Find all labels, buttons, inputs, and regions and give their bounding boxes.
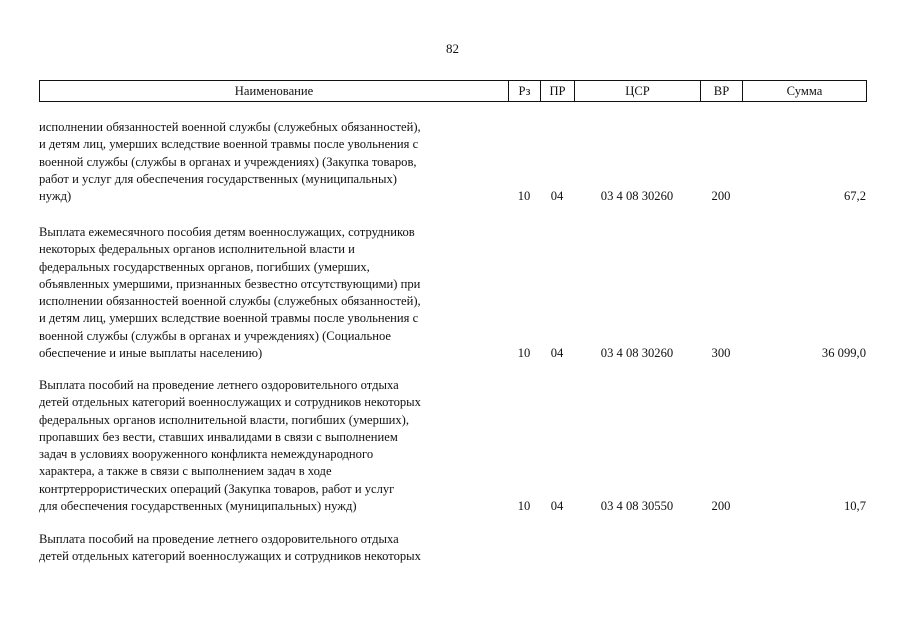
row-pr: 04	[550, 346, 564, 360]
row-pr: 04	[550, 499, 564, 513]
row-sum: 67,2	[843, 189, 866, 203]
row-vr: 300	[711, 346, 731, 360]
row-rz: 10	[517, 189, 531, 203]
table-header	[39, 80, 867, 102]
row-csr: 03 4 08 30550	[600, 499, 674, 513]
row-rz: 10	[517, 346, 531, 360]
header-rz: Рз	[509, 81, 541, 102]
row-sum: 10,7	[843, 499, 866, 513]
page-number: 82	[446, 41, 459, 56]
header-row	[40, 81, 867, 102]
row-name: Выплата пособий на проведение летнего оздоровительного отдыха детей отдельных категорий военнослужащих и сотрудников некоторых федеральных органов исполнительной власти, погибших (умерших), пропавших без вести, ставших инвалидами в связи с выполнением задач в условиях вооруженного конфликта немеждународного характера, а также в связи с выполнением задач в ходе контртеррористических операций (Закупка товаров, работ и услуг для обеспечения государственных (муниципальных) нужд)	[39, 378, 421, 514]
header-csr: ЦСР	[575, 81, 701, 102]
row-name: исполнении обязанностей военной службы (служебных обязанностей), и детям лиц, умерших вследствие военной травмы после увольнения с военной службы (службы в органах и учреждениях) (Закупка товаров, работ и услуг для обеспечения государственных (муниципальных) нужд)	[39, 120, 421, 204]
row-rz: 10	[517, 499, 531, 513]
row-vr: 200	[711, 189, 731, 203]
row-pr: 04	[550, 189, 564, 203]
header-vr: ВР	[701, 81, 743, 102]
row-name: Выплата ежемесячного пособия детям военнослужащих, сотрудников некоторых федеральных органов исполнительной власти и федеральных государственных органов, погибших (умерших, объявленных умершими, признанных безвестно отсутствующими) при исполнении обязанностей военной службы (служебных обязанностей), и детям лиц, умерших вследствие военной травмы после увольнения с военной службы (службы в органах и учреждениях) (Социальное обеспечение и иные выплаты населению)	[39, 225, 421, 361]
row-csr: 03 4 08 30260	[600, 346, 674, 360]
header-pr: ПР	[541, 81, 575, 102]
row-sum: 36 099,0	[821, 346, 866, 360]
row-name: Выплата пособий на проведение летнего оздоровительного отдыха детей отдельных категорий военнослужащих и сотрудников некоторых	[39, 532, 421, 564]
header-name: Наименование	[40, 81, 509, 102]
row-vr: 200	[711, 499, 731, 513]
row-csr: 03 4 08 30260	[600, 189, 674, 203]
header-sum: Сумма	[743, 81, 867, 102]
